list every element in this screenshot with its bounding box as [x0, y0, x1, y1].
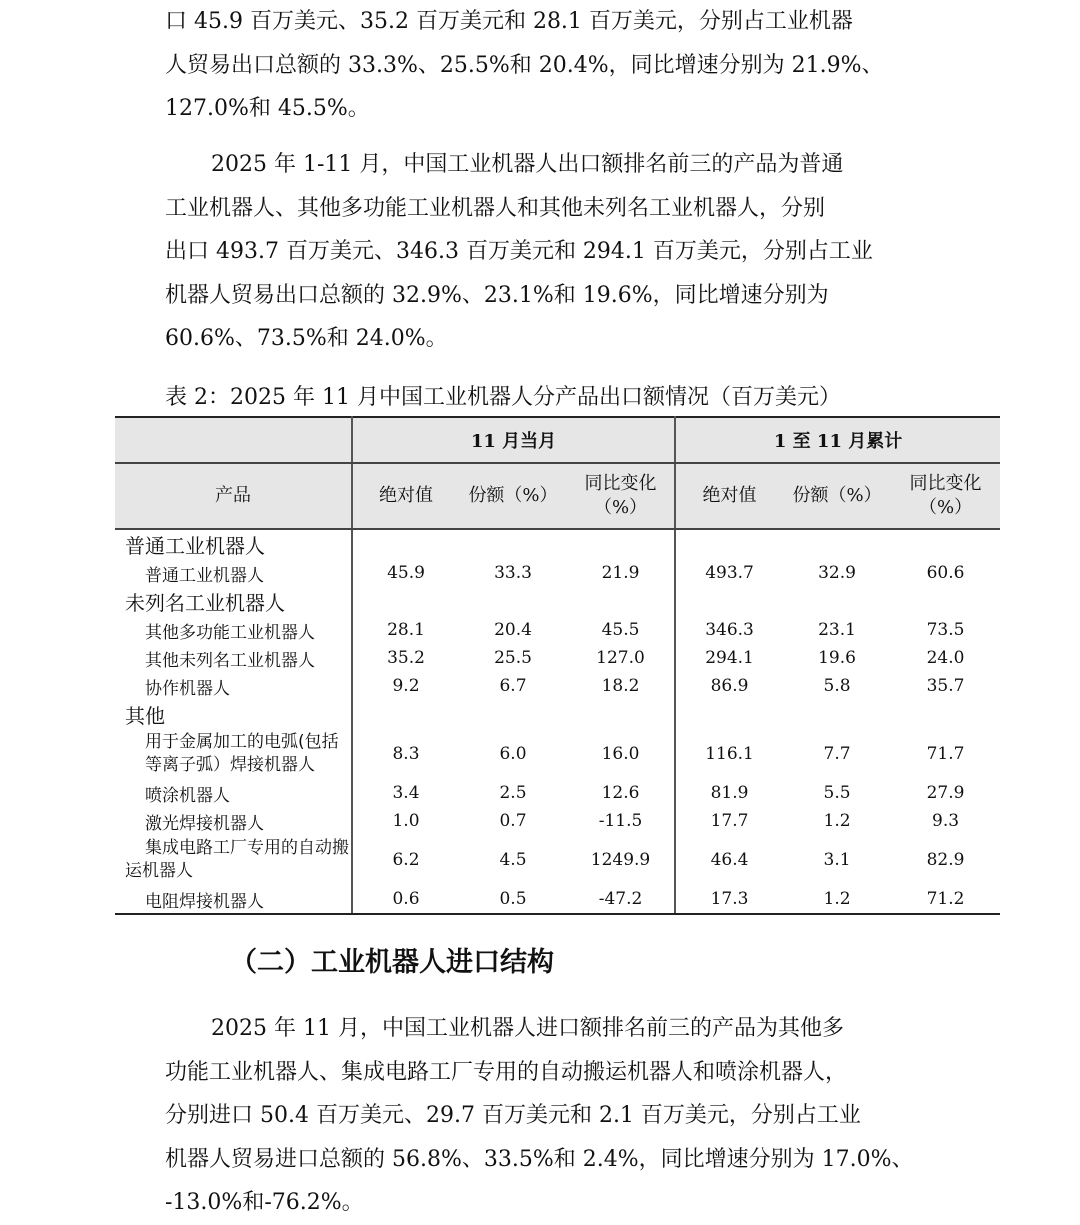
group-label: 普通工业机器人	[115, 529, 352, 559]
product-name: 协作机器人	[115, 672, 352, 700]
product-name: 激光焊接机器人	[115, 807, 352, 835]
month-yoy: 21.9	[567, 559, 675, 587]
ytd-share: 1.2	[823, 811, 851, 831]
text-line: -13.0%和-76.2%。	[165, 1190, 364, 1215]
header-current-month: 11 月当月	[352, 417, 675, 463]
text-line: 机器人贸易进口总额的 56.8%、33.5%和 2.4%，同比增速分别为 17.0%、	[165, 1146, 914, 1172]
header-blank	[115, 417, 352, 463]
text-line: 工业机器人、其他多功能工业机器人和其他未列名工业机器人，分别	[165, 195, 826, 221]
text-line: 人贸易出口总额的 33.3%、25.5%和 20.4%，同比增速分别为 21.9%、	[165, 52, 884, 78]
month-abs: 8.3	[392, 744, 420, 764]
ytd-share: 5.8	[823, 676, 851, 696]
text-line: 机器人贸易出口总额的 32.9%、23.1%和 19.6%，同比增速分别为	[165, 282, 829, 308]
month-abs: 0.6	[352, 885, 459, 914]
header-abs-ytd: 绝对值	[675, 463, 783, 529]
table-row	[115, 616, 1000, 644]
ytd-yoy: 71.2	[891, 885, 1000, 914]
ytd-abs: 86.9	[710, 676, 749, 696]
header-yoy-ytd	[891, 463, 1000, 529]
month-yoy: 1249.9	[567, 835, 675, 885]
header-abs-month: 绝对值	[352, 463, 459, 529]
month-yoy: 127.0	[567, 644, 675, 672]
table-row	[115, 729, 1000, 779]
month-share: 25.5	[494, 648, 532, 668]
product-name: 集成电路工厂专用的自动搬运机器人	[115, 835, 352, 885]
ytd-abs: 294.1	[705, 648, 754, 668]
header-ytd: 1 至 11 月累计	[675, 417, 1000, 463]
intro-paragraph	[165, 0, 935, 131]
text-line: 分别进口 50.4 百万美元、29.7 百万美元和 2.1 百万美元，分别占工业	[165, 1103, 861, 1128]
header-share-ytd: 份额（%）	[783, 463, 891, 529]
text-line: 功能工业机器人、集成电路工厂专用的自动搬运机器人和喷涂机器人，	[165, 1059, 848, 1085]
ytd-abs: 116.1	[705, 744, 754, 764]
product-name: 用于金属加工的电弧(包括等离子弧）焊接机器人	[115, 729, 352, 779]
ytd-abs: 81.9	[710, 783, 749, 803]
month-share: 6.0	[499, 744, 527, 764]
group-row	[115, 587, 1000, 616]
ytd-yoy: 60.6	[926, 563, 965, 583]
product-name: 电阻焊接机器人	[115, 885, 352, 914]
table-row	[115, 644, 1000, 672]
month-yoy: -47.2	[567, 885, 675, 914]
header-yoy-line1: 同比变化	[909, 473, 982, 494]
month-yoy: 45.5	[567, 616, 675, 644]
ytd-share: 19.6	[818, 648, 856, 668]
month-share: 33.3	[494, 563, 532, 583]
header-yoy-line2: （%）	[918, 497, 973, 518]
header-share-month: 份额（%）	[459, 463, 567, 529]
text-line: 口 45.9 百万美元、35.2 百万美元和 28.1 百万美元，分别占工业机器	[165, 9, 853, 34]
ytd-share: 3.1	[823, 850, 851, 870]
group-row	[115, 700, 1000, 729]
month-abs: 6.2	[392, 850, 420, 870]
month-share: 0.7	[499, 811, 527, 831]
month-share: 4.5	[499, 850, 527, 870]
group-label: 其他	[115, 700, 352, 729]
ytd-export-paragraph	[165, 143, 935, 361]
product-name: 其他多功能工业机器人	[115, 616, 352, 644]
text-line: 2025 年 11 月，中国工业机器人进口额排名前三的产品为其他多	[211, 1016, 844, 1041]
month-abs: 3.4	[392, 783, 420, 803]
text-line: 出口 493.7 百万美元、346.3 百万美元和 294.1 百万美元，分别占工业	[165, 239, 873, 264]
header-product: 产品	[115, 463, 352, 529]
month-yoy: 12.6	[567, 779, 675, 807]
header-yoy-line2: （%）	[593, 497, 648, 518]
text-line: 60.6%、73.5%和 24.0%。	[165, 326, 448, 351]
product-name: 喷涂机器人	[115, 779, 352, 807]
export-table	[115, 416, 1000, 915]
product-name: 普通工业机器人	[115, 559, 352, 587]
month-yoy: 16.0	[567, 729, 675, 779]
text-line: 127.0%和 45.5%。	[165, 96, 370, 121]
ytd-abs: 46.4	[710, 850, 749, 870]
month-share: 2.5	[499, 783, 527, 803]
table-row	[115, 885, 1000, 914]
ytd-yoy: 82.9	[926, 850, 965, 870]
ytd-share: 32.9	[818, 563, 856, 583]
table-row	[115, 835, 1000, 885]
month-abs: 1.0	[392, 811, 420, 831]
ytd-share: 23.1	[818, 620, 856, 640]
ytd-yoy: 9.3	[932, 811, 960, 831]
ytd-yoy: 71.7	[926, 744, 965, 764]
ytd-yoy: 35.7	[926, 676, 965, 696]
text-line: 2025 年 1-11 月，中国工业机器人出口额排名前三的产品为普通	[211, 152, 844, 177]
table-row	[115, 559, 1000, 587]
ytd-abs: 493.7	[705, 563, 754, 583]
product-name: 其他未列名工业机器人	[115, 644, 352, 672]
ytd-share: 1.2	[783, 885, 891, 914]
month-abs: 28.1	[387, 620, 425, 640]
group-label: 未列名工业机器人	[115, 587, 352, 616]
month-abs: 35.2	[387, 648, 425, 668]
ytd-abs: 17.3	[675, 885, 783, 914]
ytd-share: 5.5	[823, 783, 851, 803]
month-abs: 9.2	[392, 676, 420, 696]
header-yoy-month	[567, 463, 675, 529]
ytd-share: 7.7	[823, 744, 851, 764]
group-row	[115, 529, 1000, 559]
ytd-abs: 346.3	[705, 620, 754, 640]
month-abs: 45.9	[387, 563, 425, 583]
table-row	[115, 672, 1000, 700]
section-heading: （二）工业机器人进口结构	[230, 947, 554, 978]
table-title: 表 2：2025 年 11 月中国工业机器人分产品出口额情况（百万美元）	[165, 385, 841, 410]
import-paragraph	[165, 1007, 935, 1225]
month-share: 20.4	[494, 620, 532, 640]
ytd-yoy: 24.0	[926, 648, 965, 668]
month-share: 6.7	[499, 676, 527, 696]
ytd-yoy: 27.9	[926, 783, 965, 803]
ytd-abs: 17.7	[710, 811, 749, 831]
month-yoy: 18.2	[567, 672, 675, 700]
header-yoy-line1: 同比变化	[584, 473, 657, 494]
month-yoy: -11.5	[567, 807, 675, 835]
table-row	[115, 779, 1000, 807]
table-row	[115, 807, 1000, 835]
month-share: 0.5	[459, 885, 567, 914]
ytd-yoy: 73.5	[926, 620, 965, 640]
